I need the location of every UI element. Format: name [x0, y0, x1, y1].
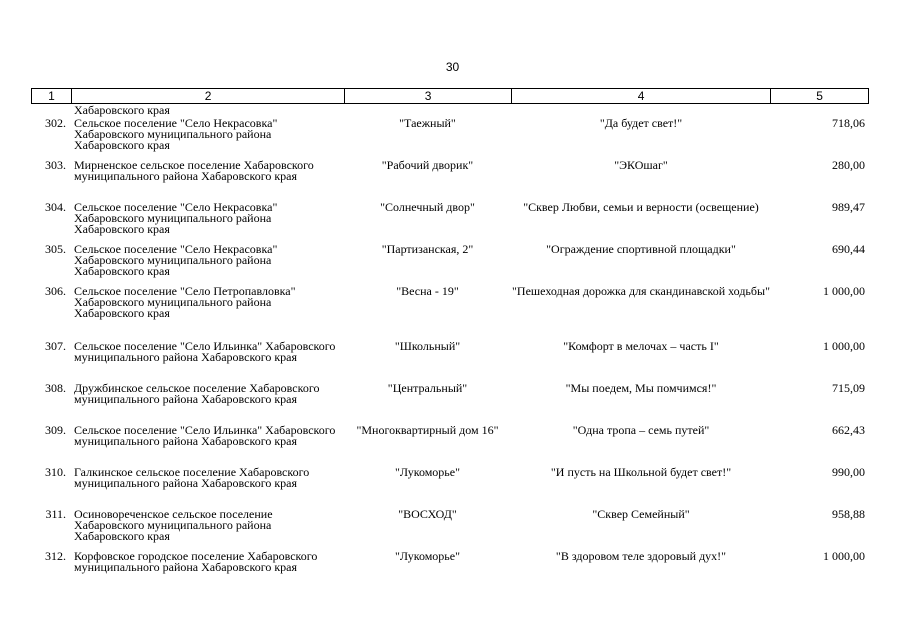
- row-number: 307.: [45, 339, 66, 353]
- settlement-name: Дружбинское сельское поселение Хабаровского муниципального района Хабаровского края: [74, 381, 320, 406]
- settlement-name: Корфовское городское поселение Хабаровского муниципального района Хабаровского края: [74, 549, 318, 574]
- row-number: 310.: [45, 465, 66, 479]
- settlement-name: Сельское поселение "Село Петропавловка" Хабаровского муниципального района Хабаровского края: [74, 284, 296, 320]
- amount: 1 000,00: [823, 549, 865, 563]
- header-col-4: 4: [511, 89, 770, 103]
- table-row: [31, 467, 869, 509]
- project-name: "Школьный": [394, 339, 461, 353]
- continued-text: Хабаровского края: [74, 105, 170, 117]
- table-row: [31, 202, 869, 244]
- project-name: "Таежный": [399, 116, 456, 130]
- row-number: 302.: [45, 116, 66, 130]
- table-row: [31, 244, 869, 286]
- table-row: [31, 118, 869, 160]
- header-col-1: 1: [48, 89, 55, 103]
- initiative-title: "И пусть на Школьной будет свет!": [550, 465, 732, 479]
- row-number: 303.: [45, 158, 66, 172]
- table-row: [31, 551, 869, 593]
- initiative-title: "Сквер Семейный": [592, 507, 690, 521]
- page-number: 30: [445, 60, 460, 74]
- settlement-name: Сельское поселение "Село Ильинка" Хабаровского муниципального района Хабаровского края: [74, 423, 336, 448]
- amount: 718,06: [832, 116, 865, 130]
- initiative-title: "В здоровом теле здоровый дух!": [555, 549, 727, 563]
- project-name: "Рабочий дворик": [381, 158, 474, 172]
- initiative-title: "Ограждение спортивной площадки": [546, 242, 736, 256]
- project-name: "Солнечный двор": [380, 200, 475, 214]
- data-table: [31, 88, 869, 593]
- row-number: 306.: [45, 284, 66, 298]
- amount: 990,00: [832, 465, 865, 479]
- project-name: "Многоквартирный дом 16": [356, 423, 499, 437]
- settlement-name: Осиновореченское сельское поселение Хабаровского муниципального района Хабаровского края: [74, 507, 273, 543]
- amount: 662,43: [832, 423, 865, 437]
- table-body: [31, 118, 869, 593]
- initiative-title: "Комфорт в мелочах – часть I": [563, 339, 719, 353]
- settlement-name: Мирненское сельское поселение Хабаровского муниципального района Хабаровского края: [74, 158, 314, 183]
- initiative-title: "Пешеходная дорожка для скандинавской ходьбы": [512, 284, 770, 298]
- header-col-2: 2: [71, 89, 344, 103]
- table-row: [31, 341, 869, 383]
- amount: 958,88: [832, 507, 865, 521]
- initiative-title: "ЭКОшаг": [614, 158, 668, 172]
- row-number: 309.: [45, 423, 66, 437]
- row-number: 304.: [45, 200, 66, 214]
- row-number: 311.: [45, 507, 66, 521]
- row-number: 308.: [45, 381, 66, 395]
- project-name: "Весна - 19": [396, 284, 459, 298]
- header-col-3: 3: [344, 89, 511, 103]
- project-name: "ВОСХОД": [398, 507, 457, 521]
- row-number: 305.: [45, 242, 66, 256]
- row-number: 312.: [45, 549, 66, 563]
- settlement-name: Галкинское сельское поселение Хабаровского муниципального района Хабаровского края: [74, 465, 310, 490]
- settlement-name: Сельское поселение "Село Ильинка" Хабаровского муниципального района Хабаровского края: [74, 339, 336, 364]
- settlement-name: Сельское поселение "Село Некрасовка" Хабаровского муниципального района Хабаровского края: [74, 200, 278, 236]
- table-row: [31, 160, 869, 202]
- amount: 690,44: [832, 242, 865, 256]
- table-row: [31, 425, 869, 467]
- table-row: [31, 509, 869, 551]
- initiative-title: "Одна тропа – семь путей": [572, 423, 710, 437]
- settlement-name: Сельское поселение "Село Некрасовка" Хабаровского муниципального района Хабаровского края: [74, 242, 278, 278]
- amount: 1 000,00: [823, 284, 865, 298]
- amount: 280,00: [832, 158, 865, 172]
- initiative-title: "Сквер Любви, семьи и верности (освещение): [523, 200, 759, 214]
- header-col-5: 5: [770, 89, 868, 103]
- amount: 989,47: [832, 200, 865, 214]
- amount: 1 000,00: [823, 339, 865, 353]
- table-header: [31, 88, 869, 104]
- amount: 715,09: [832, 381, 865, 395]
- table-row: [31, 383, 869, 425]
- project-name: "Лукоморье": [394, 465, 461, 479]
- settlement-name: Сельское поселение "Село Некрасовка" Хабаровского муниципального района Хабаровского края: [74, 116, 278, 152]
- initiative-title: "Мы поедем, Мы помчимся!": [565, 381, 717, 395]
- project-name: "Центральный": [387, 381, 468, 395]
- table-row: [31, 286, 869, 341]
- project-name: "Партизанская, 2": [381, 242, 474, 256]
- project-name: "Лукоморье": [394, 549, 461, 563]
- initiative-title: "Да будет свет!": [599, 116, 683, 130]
